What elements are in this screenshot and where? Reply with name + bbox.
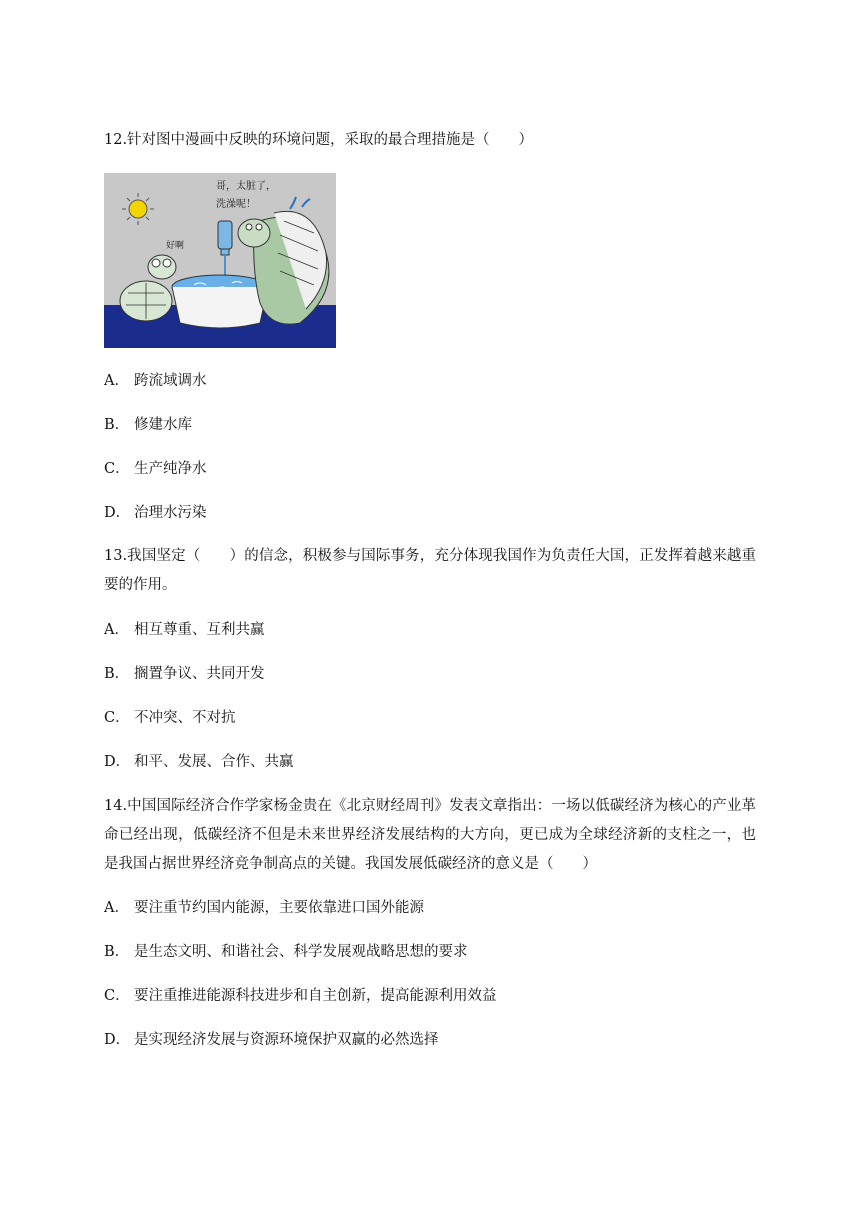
pollution-cartoon-figure <box>104 173 336 348</box>
question-13-option-c: C． 不冲突、不对抗 <box>104 710 236 726</box>
question-12-option-c: C． 生产纯净水 <box>104 461 207 477</box>
question-12-stem: 12.针对图中漫画中反映的环境问题，采取的最合理措施是（ ） <box>104 132 534 148</box>
question-13-option-a: A． 相互尊重、互利共赢 <box>104 622 265 638</box>
question-12-option-b: B． 修建水库 <box>104 417 192 433</box>
question-14-stem: 14.中国国际经济合作学家杨金贵在《北京财经周刊》发表文章指出：一场以低碳经济为核心的产业革命已经出现，低碳经济不但是未来世界经济发展结构的大方向，更已成为全球经济新的支柱之一，也是我国占据世界经济竞争制高点的关键。我国发展低碳经济的意义是（ ） <box>104 798 756 872</box>
basin-icon <box>172 275 268 328</box>
speech-text-big-2: 洗澡呢！ <box>216 199 256 210</box>
question-14-option-a: A． 要注重节约国内能源，主要依靠进口国外能源 <box>104 900 424 916</box>
question-12-option-d: D． 治理水污染 <box>104 505 207 521</box>
question-13-stem: 13.我国坚定（ ）的信念，积极参与国际事务，充分体现我国作为负责任大国，正发挥着越来越重要的作用。 <box>104 548 756 593</box>
speech-text-small: 好啊 <box>166 241 185 251</box>
question-14-option-b: B． 是生态文明、和谐社会、科学发展观战略思想的要求 <box>104 944 468 960</box>
question-12-option-a: A． 跨流域调水 <box>104 373 207 389</box>
question-14-option-d: D． 是实现经济发展与资源环境保护双赢的必然选择 <box>104 1032 439 1048</box>
speech-text-big: 哥，太脏了， <box>216 181 276 192</box>
question-13-option-d: D． 和平、发展、合作、共赢 <box>104 754 294 770</box>
question-14-option-c: C． 要注重推进能源科技进步和自主创新，提高能源利用效益 <box>104 988 497 1004</box>
question-13-option-b: B． 搁置争议、共同开发 <box>104 666 265 682</box>
